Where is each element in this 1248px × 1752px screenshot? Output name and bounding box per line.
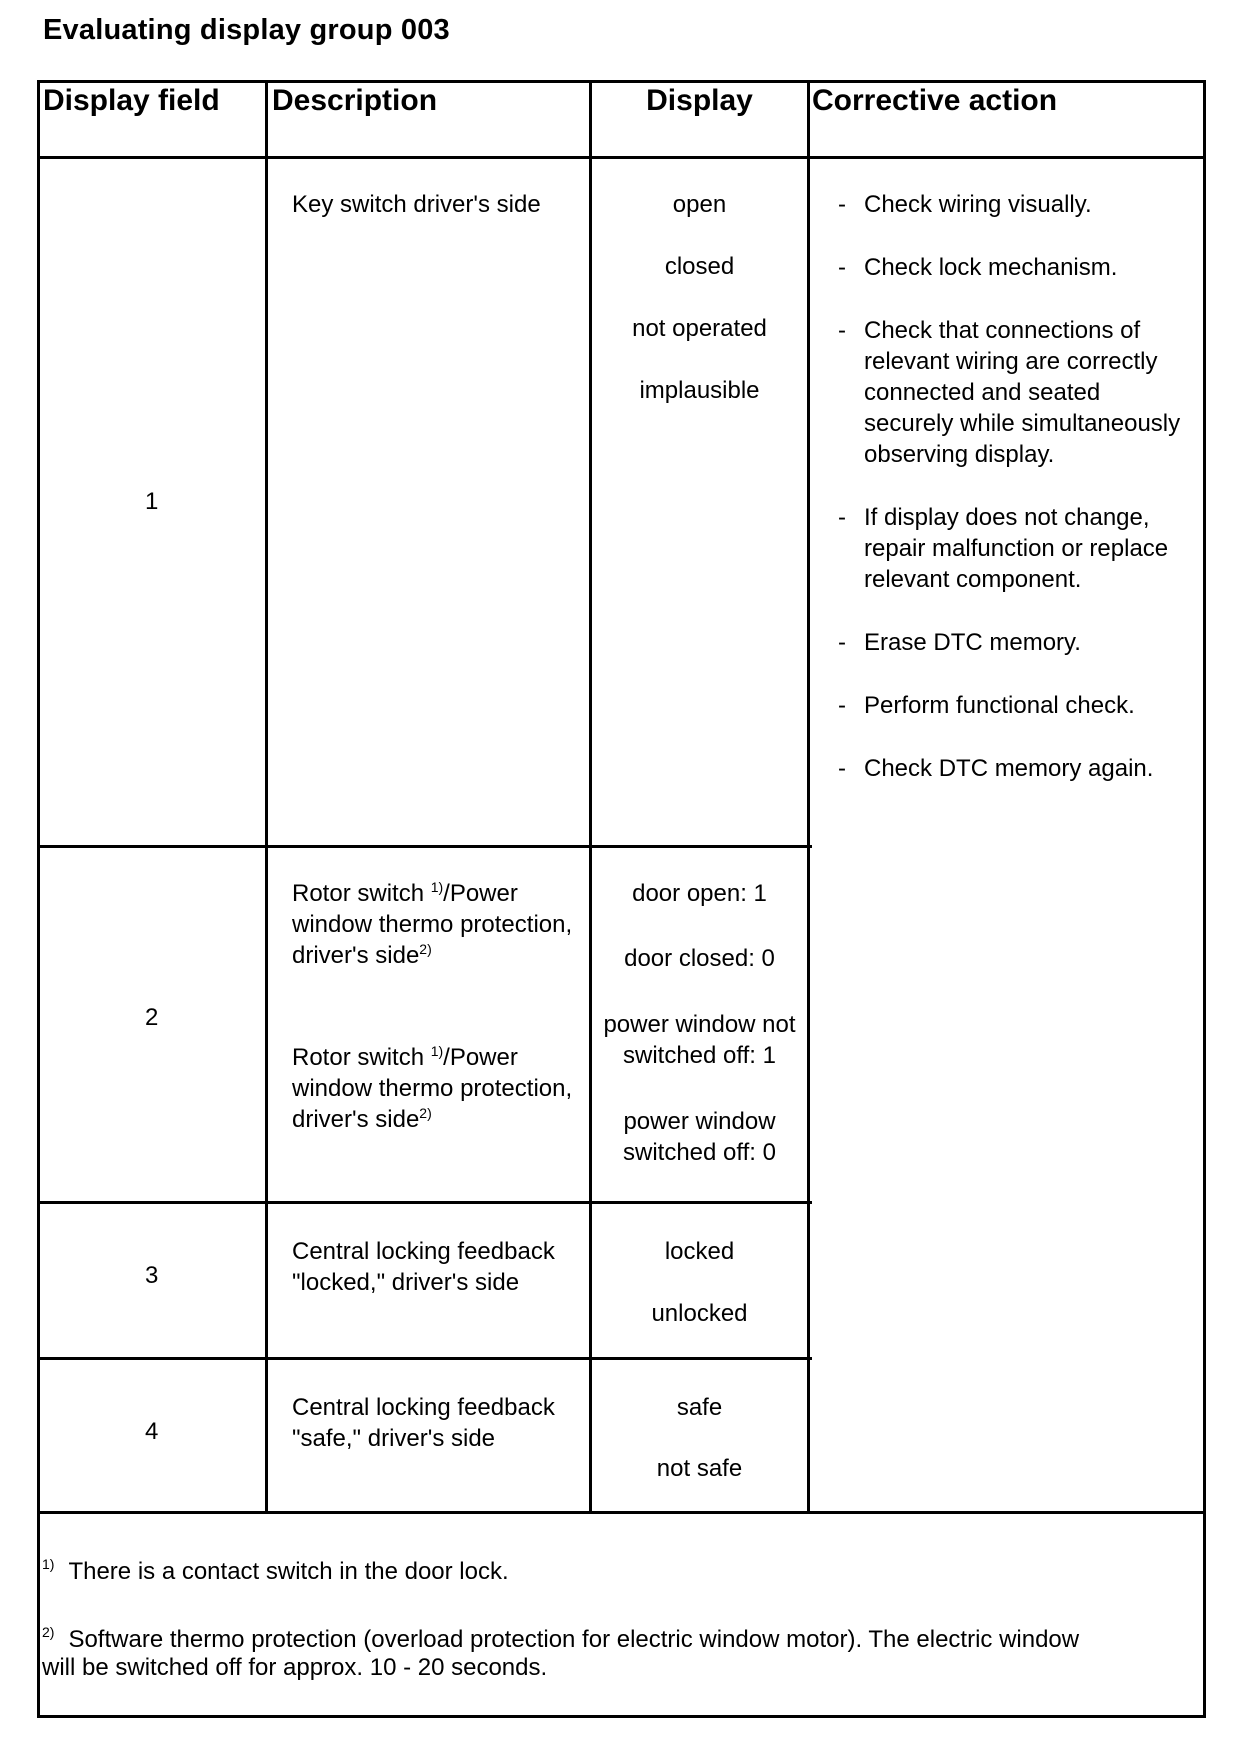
list-item: - Check lock mechanism. [838, 254, 1118, 281]
list-item: - If display does not change, repair malfunction or replace relevant component. [838, 504, 1169, 593]
row2-display-4: power window switched off: 0 [623, 1108, 776, 1166]
list-item: - Check DTC memory again. [838, 755, 1154, 782]
footnote-2 [42, 1618, 1082, 1682]
footnote-ref-2: 2) [419, 1105, 432, 1121]
row2-desc-b-part1: Rotor switch [292, 1044, 431, 1071]
row2-display-2: door closed: 0 [624, 945, 775, 972]
row1-divider [37, 845, 812, 848]
row1-display-1: open [672, 191, 727, 218]
row2-description-a [292, 878, 582, 971]
footnote-ref-2: 2) [419, 941, 432, 957]
row3-description: Central locking feedback "locked," driver's side [292, 1238, 555, 1296]
row3-display-1: locked [664, 1238, 735, 1265]
col-divider-3 [807, 80, 810, 1514]
row1-field: 1 [145, 488, 159, 515]
footnote-text: There is a contact switch in the door lock. [68, 1558, 509, 1585]
footnote-mark: 1) [42, 1556, 55, 1572]
footnote-divider [37, 1511, 1206, 1514]
row2-desc-a-part1: Rotor switch [292, 880, 431, 907]
row4-description: Central locking feedback "safe," driver's side [292, 1394, 555, 1452]
row4-display-2: not safe [656, 1455, 743, 1482]
header-divider [37, 156, 1206, 159]
row1-description: Key switch driver's side [292, 191, 541, 218]
header-display-field: Display field [43, 84, 220, 117]
row2-desc-b-part2: /Power window thermo protection, driver's side [292, 1044, 573, 1133]
page-title: Evaluating display group 003 [43, 14, 450, 46]
header-corrective-action: Corrective action [812, 84, 1058, 117]
corrective-action-list [838, 189, 1193, 816]
footnote-ref-1: 1) [430, 1043, 444, 1059]
list-item: - Perform functional check. [838, 692, 1135, 719]
row2-desc-a-part2: /Power window thermo protection, driver's side [292, 880, 573, 969]
list-item: - Erase DTC memory. [838, 629, 1081, 656]
col-divider-1 [265, 80, 268, 1514]
list-item: - Check that connections of relevant wiring are correctly connected and seated securely while simultaneously observing display. [838, 317, 1181, 468]
footnote-mark: 2) [42, 1624, 55, 1640]
footnote-1 [42, 1550, 1192, 1586]
row2-field: 2 [145, 1004, 159, 1031]
row2-description-b [292, 1042, 582, 1135]
header-description: Description [272, 84, 438, 117]
row3-field: 3 [145, 1262, 159, 1289]
row2-display-1: door open: 1 [632, 880, 767, 907]
row2-divider [37, 1201, 812, 1204]
row4-field: 4 [145, 1418, 159, 1445]
row4-display-1: safe [676, 1394, 723, 1421]
row2-display-3: power window not switched off: 1 [603, 1011, 796, 1069]
header-display: Display [646, 84, 753, 117]
row1-display-2: closed [664, 253, 735, 280]
row1-display-4: implausible [639, 377, 760, 404]
row3-display-2: unlocked [651, 1300, 748, 1327]
row1-display-3: not operated [632, 315, 767, 342]
footnote-text: Software thermo protection (overload protection for electric window motor). The electric window will be switched off for approx. 10 - 20 seconds. [42, 1626, 1080, 1681]
list-item: - Check wiring visually. [838, 191, 1092, 218]
row3-divider [37, 1357, 812, 1360]
footnote-ref-1: 1) [430, 879, 444, 895]
